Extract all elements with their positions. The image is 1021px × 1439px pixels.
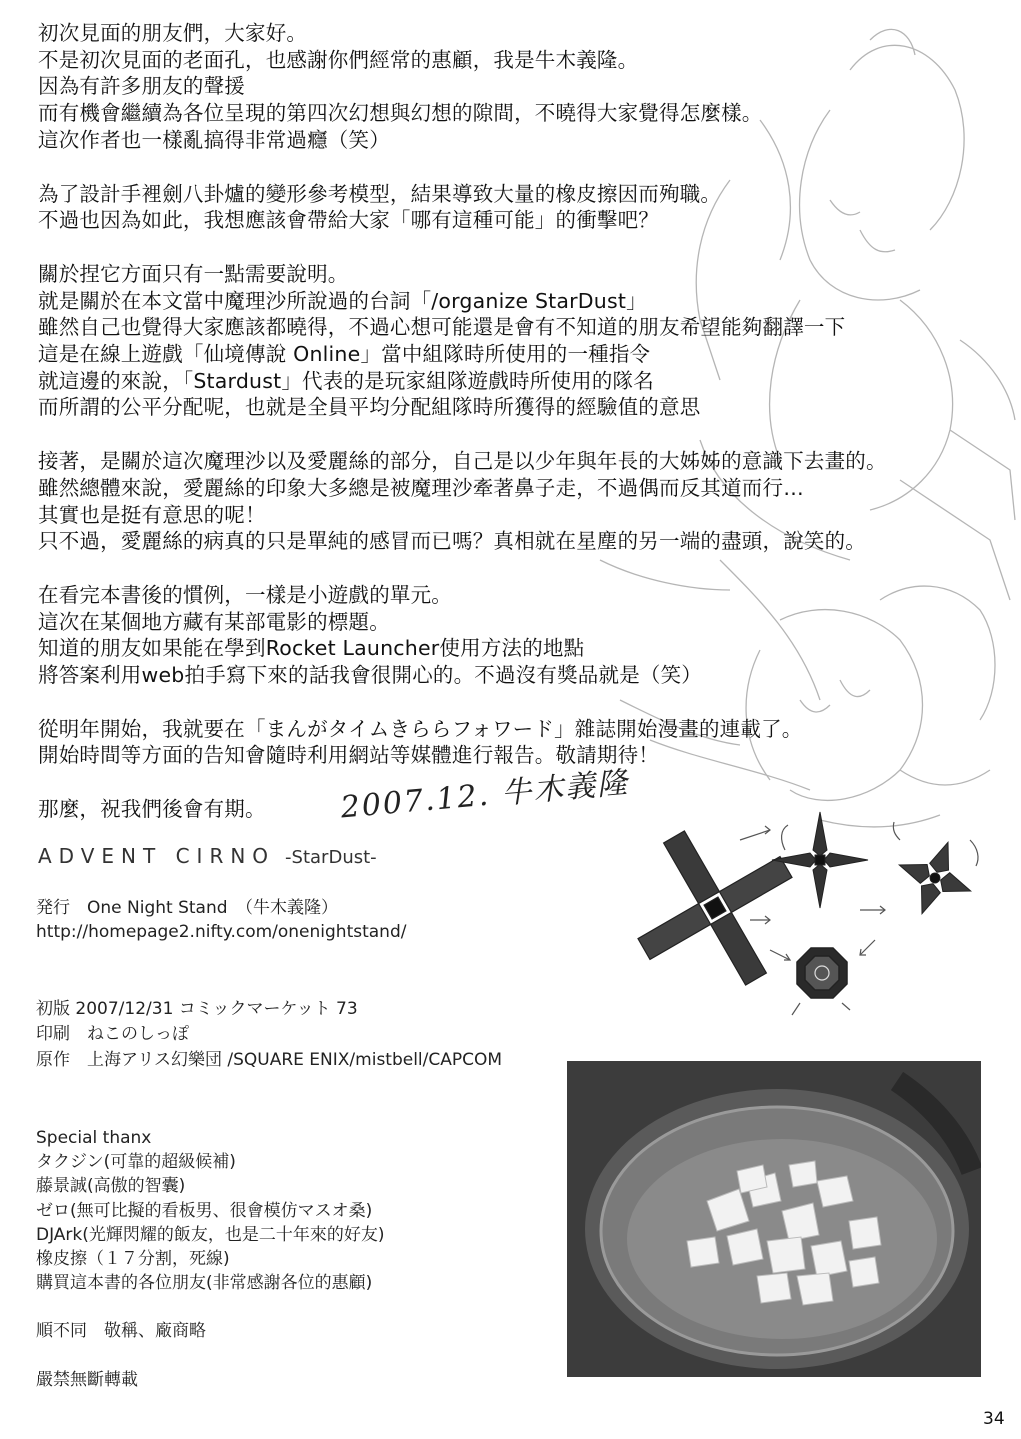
credit-name: 購買這本書的各位朋友(非常感謝各位的惠顧) [36,1273,373,1294]
text-line: 那麼，祝我們後會有期。 [38,797,266,822]
publisher-line: 発行 One Night Stand （牛木義隆） [36,898,339,918]
afterword-paragraph [38,20,1018,154]
text-line: 不是初次見面的老面孔，也感謝你們經常的惠顧，我是牛木義隆。 [38,47,639,72]
website-url: http://homepage2.nifty.com/onenightstand/ [36,922,407,942]
text-line: 這是在線上遊戲「仙境傳說 Online」當中組隊時所使用的一種指令 [38,342,651,367]
text-line: 初次見面的朋友們，大家好。 [38,21,308,45]
shuriken-rotating-sketch [886,829,983,926]
credit-name: タクジン(可靠的超級候補) [36,1152,236,1173]
text-line: 接著，是關於這次魔理沙以及愛麗絲的部分，自己是以少年與年長的大姊姊的意識下去畫的。 [38,449,887,474]
text-line: 雖然自己也覺得大家應該都曉得，不過心想可能還是會有不知道的朋友希望能夠翻譯一下 [38,315,846,340]
eraser-bowl-photo [567,1061,981,1377]
text-line: 只不過，愛麗絲的病真的只是單純的感冒而已嗎？真相就在星塵的另一端的盡頭，說笑的。 [38,529,866,554]
text-line: 因為有許多朋友的聲援 [38,74,245,99]
original-work-line: 原作 上海アリス幻樂団 /SQUARE ENIX/mistbell/CAPCOM [36,1050,503,1070]
credit-name: 藤景誠(高傲的智囊) [36,1176,186,1197]
book-title-main: ADVENT CIRNO [38,844,276,868]
folded-shuriken-sketch [620,800,827,1020]
afterword-paragraph [38,716,1018,769]
first-edition-line: 初版 2007/12/31 コミックマーケット 73 [36,999,358,1019]
text-line: 不過也因為如此，我想應該會帶給大家「哪有這種可能」的衝擊吧？ [38,208,659,233]
text-line: 其實也是挺有意思的呢！ [38,502,266,527]
text-line: 為了設計手裡劍八卦爐的變形參考模型，結果導致大量的橡皮擦因而殉職。 [38,181,722,206]
text-line: 關於捏它方面只有一點需要說明。 [38,261,349,286]
order-note: 順不同 敬稱、廠商略 [36,1321,206,1342]
text-line: 這次作者也一樣亂搞得非常過癮（笑） [38,127,390,152]
spacer [36,1295,385,1319]
transformation-diagram [620,800,1000,1030]
photo-image [567,1061,981,1377]
afterword-paragraph [38,582,1018,689]
printer-line: 印刷 ねこのしっぽ [36,1024,189,1044]
credit-name: 橡皮擦（１７分割，死線) [36,1249,230,1270]
credit-name: DJArk(光輝閃耀的飯友，也是二十年來的好友) [36,1224,385,1245]
page-number: 34 [983,1409,1005,1429]
afterword-paragraph [38,181,1018,234]
reproduction-note: 嚴禁無斷轉載 [36,1369,138,1390]
book-title [38,844,377,868]
text-line: 在看完本書後的慣例，一樣是小遊戲的單元。 [38,582,452,607]
text-line: 將答案利用web拍手寫下來的話我會很開心的。不過沒有獎品就是（笑） [38,663,702,688]
handwritten-signature: 2007.12. 牛木義隆 [339,765,631,826]
text-line: 知道的朋友如果能在學到Rocket Launcher使用方法的地點 [38,636,585,661]
hakkero-octagon-sketch [797,948,847,998]
text-line: 這次在某個地方藏有某部電影的標題。 [38,609,390,634]
spacer [36,1344,385,1368]
credits-section [36,1126,385,1392]
text-line: 而所謂的公平分配呢，也就是全員平均分配組隊時所獲得的經驗值的意思 [38,395,701,420]
text-line: 就是關於在本文當中魔理沙所說過的台詞「/organize StarDust」 [38,288,647,313]
afterword-text [38,20,1018,850]
afterword-paragraph [38,261,1018,421]
credits-heading: Special thanx [36,1128,152,1148]
text-line: 從明年開始，我就要在「まんがタイムきららフォワード」雜誌開始漫畫的連載了。 [38,716,803,741]
text-line: 雖然總體來說，愛麗絲的印象大多總是被魔理沙牽著鼻子走，不過偶而反其道而行… [38,475,804,500]
book-subtitle: -StarDust- [285,847,377,868]
afterword-paragraph [38,448,1018,555]
text-line: 而有機會繼續為各位呈現的第四次幻想與幻想的隙間，不曉得大家覺得怎麼樣。 [38,101,763,126]
credit-name: ゼロ(無可比擬的看板男、很會模仿マスオ桑) [36,1200,373,1221]
text-line: 就這邊的來說，「Stardust」代表的是玩家組隊遊戲時所使用的隊名 [38,368,654,393]
text-line: 開始時間等方面的告知會隨時利用網站等媒體進行報告。敬請期待！ [38,743,659,768]
